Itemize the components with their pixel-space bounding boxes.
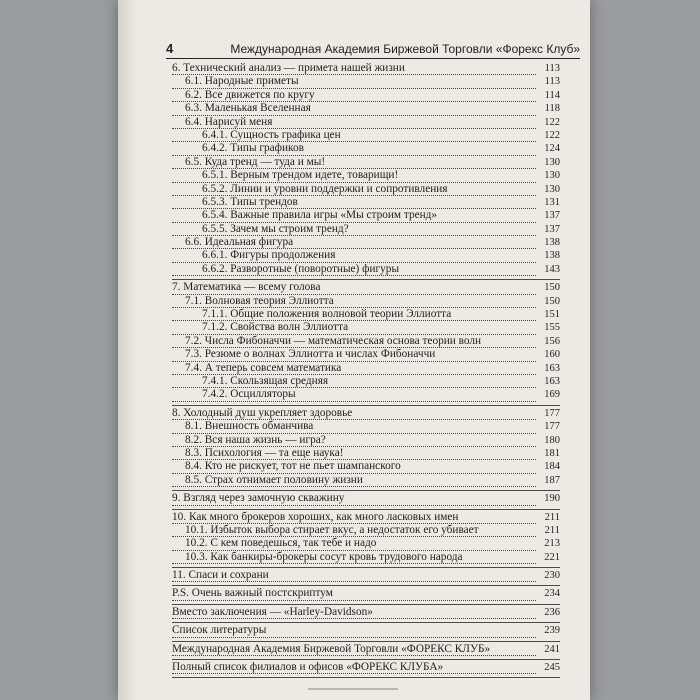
toc-entry-title (172, 569, 536, 582)
toc-page-number: 114 (544, 89, 560, 101)
toc-entry-text: 9. Взгляд через замочную скважину (172, 492, 345, 505)
toc-page-number: 221 (544, 551, 560, 563)
toc-page-number: 138 (544, 250, 560, 262)
toc-entry-title (172, 116, 536, 129)
toc-page-number: 137 (544, 210, 560, 222)
toc-entry (172, 156, 560, 169)
toc-page-number: 160 (544, 349, 560, 361)
toc-entry (172, 129, 560, 142)
toc-entry-text: 6.4.2. Типы графиков (202, 142, 304, 155)
toc-entry-text: 6. Технический анализ — примета нашей жизни (172, 62, 405, 74)
toc-entry (172, 209, 560, 222)
toc-page-number: 150 (544, 282, 560, 294)
toc-entry-text: 6.4.1. Сущность графика цен (202, 128, 341, 141)
toc-entry (172, 196, 560, 209)
toc-entry-title (172, 362, 536, 375)
toc-entry-text: 6.2. Все движется по кругу (185, 88, 315, 101)
toc-entry (172, 281, 560, 294)
toc-page-number: 236 (544, 606, 560, 618)
toc-entry (172, 169, 560, 182)
toc-entry-title (172, 492, 536, 505)
toc-entry-title (172, 183, 536, 196)
toc-entry (172, 362, 560, 375)
toc-entry (172, 375, 560, 388)
toc-entry-text: 10.3. Как банкиры-брокеры сосут кровь трудового народа (185, 550, 463, 563)
toc-page-number: 130 (544, 170, 560, 182)
toc-section (172, 510, 560, 569)
toc-entry-text: 8.3. Психология — та еще наука! (185, 446, 344, 459)
toc-entry (172, 447, 560, 460)
toc-entry-text: 7.4.1. Скользящая средняя (202, 374, 329, 387)
toc-page-number: 190 (544, 493, 560, 505)
toc-page-number: 138 (544, 237, 560, 249)
toc-entry-title (172, 209, 536, 222)
toc-entry-title (172, 156, 536, 169)
toc-section (172, 406, 560, 491)
toc-entry-text: 7.1.1. Общие положения волновой теории Эллиотта (202, 308, 452, 321)
toc-entry-text: 10. Как много брокеров хороших, как много ласковых имен (172, 510, 459, 523)
toc-entry-title (172, 102, 536, 115)
toc-entry (172, 551, 560, 564)
toc-page-number: 163 (544, 375, 560, 387)
toc-section (172, 623, 560, 641)
toc-entry (172, 102, 560, 115)
toc-entry-text: 7.3. Резюме о волнах Эллиотта и числах Фибоначчи (185, 348, 436, 361)
toc-entry (172, 524, 560, 537)
toc-entry-title (172, 434, 536, 447)
toc-entry-title (172, 263, 536, 276)
toc-entry-title (172, 249, 536, 262)
toc-entry-text: 6.1. Народные приметы (185, 75, 299, 88)
table-of-contents (172, 61, 560, 678)
toc-entry-title (172, 551, 536, 564)
toc-entry-text: 7.4. А теперь совсем математика (185, 361, 342, 374)
page-number: 4 (166, 41, 174, 56)
toc-entry-title (172, 447, 536, 460)
toc-entry-title (172, 537, 536, 550)
toc-page-number: 122 (544, 129, 560, 141)
toc-entry (172, 321, 560, 334)
toc-page-number: 113 (544, 63, 560, 74)
toc-entry (172, 606, 560, 619)
toc-page-number: 187 (544, 474, 560, 486)
toc-entry-text: Вместо заключения — «Harley-Davidson» (172, 605, 373, 618)
toc-entry-title (172, 587, 536, 600)
toc-entry (172, 460, 560, 473)
toc-entry (172, 223, 560, 236)
toc-entry-title (172, 375, 536, 388)
toc-entry-title (172, 281, 536, 294)
toc-entry (172, 142, 560, 155)
toc-entry (172, 420, 560, 433)
toc-page-number: 163 (544, 362, 560, 374)
toc-entry-title (172, 129, 536, 142)
toc-page-number: 137 (544, 223, 560, 235)
toc-entry-text: 10.2. С кем поведешься, так тебе и надо (185, 537, 377, 550)
toc-entry-title (172, 223, 536, 236)
toc-entry (172, 249, 560, 262)
toc-entry-title (172, 643, 536, 656)
toc-page-number: 241 (544, 643, 560, 655)
toc-section (172, 605, 560, 623)
toc-page-number: 213 (544, 538, 560, 550)
toc-entry (172, 492, 560, 505)
toc-entry-title (172, 335, 536, 348)
toc-page-number: 177 (544, 421, 560, 433)
toc-entry-text: 8.5. Страх отнимает половину жизни (185, 473, 363, 486)
running-title: Международная Академия Биржевой Торговли «Форекс Клуб» (230, 42, 580, 56)
toc-entry (172, 183, 560, 196)
toc-entry-text: 7.1.2. Свойства волн Эллиотта (202, 321, 349, 334)
toc-entry (172, 537, 560, 550)
toc-page-number: 230 (544, 570, 560, 582)
toc-entry-title (172, 474, 536, 487)
toc-entry-title (172, 624, 536, 637)
toc-page-number: 122 (544, 116, 560, 128)
toc-entry-title (172, 388, 536, 401)
toc-entry-title (172, 606, 536, 619)
toc-page-number: 181 (544, 447, 560, 459)
toc-entry-text: 8.4. Кто не рискует, тот не пьет шампанского (185, 460, 401, 473)
toc-entry (172, 587, 560, 600)
toc-entry-text: 8. Холодный душ укрепляет здоровье (172, 406, 353, 419)
toc-page-number: 124 (544, 143, 560, 155)
toc-entry-text: Список литературы (172, 624, 267, 637)
toc-page-number: 245 (544, 662, 560, 674)
toc-entry-text: 6.5.4. Важные правила игры «Мы строим тренд» (202, 209, 438, 222)
toc-entry (172, 407, 560, 420)
toc-entry-title (172, 295, 536, 308)
toc-entry-text: 7. Математика — всему голова (172, 281, 321, 294)
toc-entry-text: 10.1. Избыток выбора стирает вкус, а недостаток его убивает (185, 523, 479, 536)
toc-entry-text: 6.5. Куда тренд — туда и мы! (185, 155, 326, 168)
toc-entry-title (172, 348, 536, 361)
toc-entry (172, 308, 560, 321)
toc-entry-text: 8.1. Внешность обманчива (185, 420, 314, 433)
toc-entry (172, 75, 560, 88)
toc-entry-text: 6.6. Идеальная фигура (185, 236, 294, 249)
running-header (166, 38, 580, 59)
toc-entry (172, 348, 560, 361)
page-gutter-shadow (118, 0, 136, 700)
toc-section (172, 586, 560, 604)
toc-entry-text: 6.5.3. Типы трендов (202, 195, 298, 208)
toc-page-number: 234 (544, 588, 560, 600)
toc-entry-title (172, 62, 536, 75)
toc-page-number: 239 (544, 625, 560, 637)
toc-section (172, 568, 560, 586)
toc-entry-title (172, 169, 536, 182)
toc-entry-title (172, 524, 536, 537)
toc-entry-title (172, 321, 536, 334)
toc-entry (172, 295, 560, 308)
toc-entry-text: 7.4.2. Осцилляторы (202, 388, 296, 401)
toc-entry-text: 6.6.2. Разворотные (поворотные) фигуры (202, 262, 400, 275)
toc-entry (172, 434, 560, 447)
toc-entry (172, 661, 560, 674)
toc-page-number: 130 (544, 156, 560, 168)
toc-entry-text: 6.5.5. Зачем мы строим тренд? (202, 222, 349, 235)
toc-entry-title (172, 661, 536, 674)
toc-page-number: 150 (544, 295, 560, 307)
toc-section (172, 491, 560, 509)
toc-entry-title (172, 460, 536, 473)
toc-entry (172, 511, 560, 524)
toc-entry (172, 643, 560, 656)
toc-entry-title (172, 236, 536, 249)
toc-entry (172, 388, 560, 401)
toc-page-number: 143 (544, 263, 560, 275)
toc-entry (172, 474, 560, 487)
toc-entry-text: 11. Спаси и сохрани (172, 569, 269, 582)
toc-page-number: 113 (544, 76, 560, 88)
toc-entry-text: Полный список филиалов и офисов «ФОРЕКС КЛУБА» (172, 661, 444, 674)
toc-page-number: 169 (544, 389, 560, 401)
toc-page-number: 155 (544, 322, 560, 334)
toc-entry-title (172, 196, 536, 209)
toc-entry-title (172, 75, 536, 88)
book-page (118, 0, 590, 700)
toc-entry-text: P.S. Очень важный постскриптум (172, 587, 333, 600)
toc-page-number: 180 (544, 434, 560, 446)
toc-page-number: 118 (544, 103, 560, 115)
toc-entry-text: 6.6.1. Фигуры продолжения (202, 249, 336, 262)
toc-entry (172, 335, 560, 348)
toc-page-number: 131 (544, 196, 560, 208)
toc-entry-text: 8.2. Вся наша жизнь — игра? (185, 433, 326, 446)
toc-section (172, 61, 560, 280)
toc-entry-title (172, 142, 536, 155)
toc-page-number: 177 (544, 407, 560, 419)
toc-entry-title (172, 511, 536, 524)
toc-section (172, 660, 560, 678)
toc-section (172, 280, 560, 406)
toc-entry (172, 263, 560, 276)
toc-entry-text: 6.5.1. Верным трендом идете, товарищи! (202, 169, 399, 182)
toc-entry-text: 7.2. Числа Фибоначчи — математическая основа теории волн (185, 334, 482, 347)
toc-entry-text: 6.5.2. Линии и уровни поддержки и сопротивления (202, 182, 448, 195)
toc-entry-title (172, 308, 536, 321)
toc-entry-text: 7.1. Волновая теория Эллиотта (185, 294, 334, 307)
toc-entry-text: 6.3. Маленькая Вселенная (185, 102, 311, 115)
toc-entry-title (172, 407, 536, 420)
toc-section (172, 642, 560, 660)
toc-page-number: 156 (544, 335, 560, 347)
toc-entry-title (172, 89, 536, 102)
page-footer-mark (308, 688, 398, 696)
toc-page-number: 211 (544, 524, 560, 536)
toc-page-number: 151 (544, 309, 560, 321)
toc-entry-text: Международная Академия Биржевой Торговли «ФОРЕКС КЛУБ» (172, 642, 491, 655)
toc-entry (172, 569, 560, 582)
toc-entry-text: 6.4. Нарисуй меня (185, 115, 273, 128)
toc-page-number: 130 (544, 183, 560, 195)
toc-entry (172, 116, 560, 129)
toc-entry (172, 624, 560, 637)
toc-entry (172, 89, 560, 102)
toc-entry (172, 236, 560, 249)
toc-page-number: 184 (544, 461, 560, 473)
toc-entry (172, 62, 560, 75)
toc-entry-title (172, 420, 536, 433)
toc-page-number: 211 (544, 511, 560, 523)
